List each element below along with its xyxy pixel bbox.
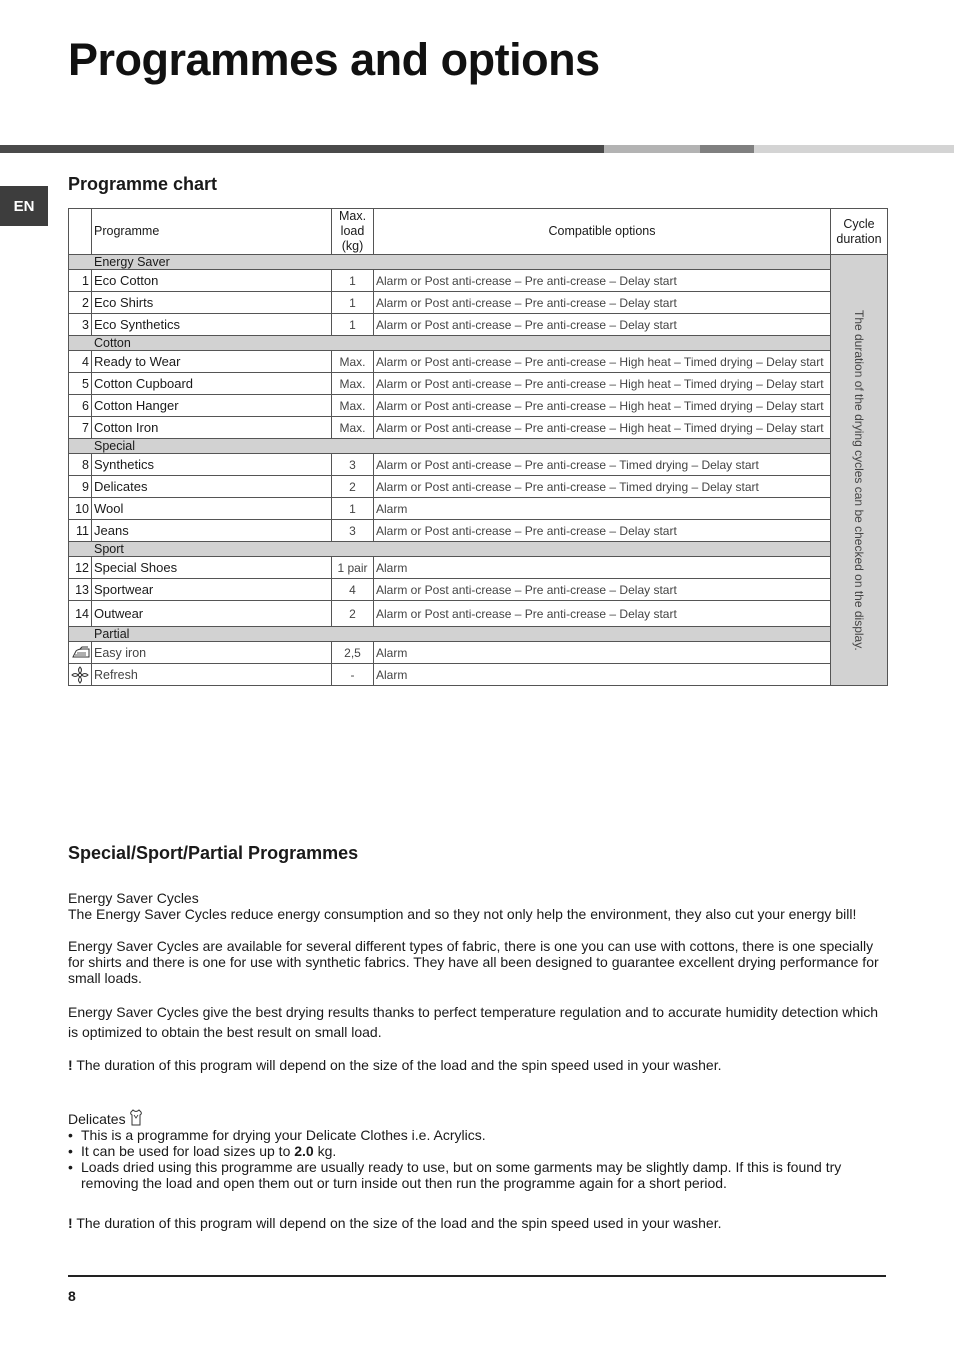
group-row <box>69 255 888 270</box>
table-row <box>69 601 888 627</box>
energy-saver-paragraph-2: Energy Saver Cycles are available for several different types of fabric, there is one you can use with cottons, there is one specially for shirts and there is one for use with synthetic fabrics. They have all been designed to guarantee excellent drying performance for small loads. <box>68 938 879 986</box>
group-row <box>69 627 888 642</box>
group-label: Cotton <box>69 336 831 351</box>
programme-load: 4 <box>332 579 374 601</box>
header-cycle-duration: Cycle duration <box>831 209 888 255</box>
footer-rule <box>68 1275 886 1277</box>
iron-icon <box>71 646 91 660</box>
programme-name: Sportwear <box>92 579 332 601</box>
group-row <box>69 439 888 454</box>
warning-text: The duration of this program will depend on the size of the load and the spin speed used in your washer. <box>76 1057 722 1073</box>
header-rule-dark <box>0 145 604 153</box>
programme-name: Special Shoes <box>92 557 332 579</box>
programme-number: 9 <box>69 476 92 498</box>
programme-number: 12 <box>69 557 92 579</box>
table-row <box>69 270 888 292</box>
programme-name: Outwear <box>92 601 332 627</box>
programme-load: 2 <box>332 601 374 627</box>
header-options: Compatible options <box>374 209 831 255</box>
table-row <box>69 664 888 686</box>
programme-load: - <box>332 664 374 686</box>
programme-load: 2,5 <box>332 642 374 664</box>
programme-number: 14 <box>69 601 92 627</box>
programme-options: Alarm or Post anti-crease – Pre anti-crease – Delay start <box>374 292 831 314</box>
delicates-warning <box>68 1215 886 1231</box>
programme-name: Wool <box>92 498 332 520</box>
programme-load: 1 <box>332 314 374 336</box>
programme-name: Delicates <box>92 476 332 498</box>
page-number: 8 <box>68 1288 76 1304</box>
header-rule-light <box>604 145 700 153</box>
programme-name: Eco Synthetics <box>92 314 332 336</box>
programme-load: 3 <box>332 454 374 476</box>
programme-options: Alarm or Post anti-crease – Pre anti-crease – Delay start <box>374 520 831 542</box>
group-label: Sport <box>69 542 831 557</box>
delicates-section <box>68 1108 886 1191</box>
programme-options: Alarm <box>374 557 831 579</box>
table-row <box>69 351 888 373</box>
table-row <box>69 395 888 417</box>
table-row <box>69 520 888 542</box>
cycle-duration-cell <box>831 255 888 686</box>
group-row <box>69 336 888 351</box>
bullet-2-prefix: It can be used for load sizes up to <box>81 1143 291 1159</box>
delicates-bullet-1: • This is a programme for drying your Delicate Clothes i.e. Acrylics. <box>68 1127 886 1143</box>
programme-number: 4 <box>69 351 92 373</box>
energy-saver-subheading: Energy Saver Cycles <box>68 890 199 906</box>
programme-load: Max. <box>332 351 374 373</box>
programme-load: 1 <box>332 498 374 520</box>
delicates-bullets <box>68 1127 886 1191</box>
programme-name: Cotton Hanger <box>92 395 332 417</box>
programme-options: Alarm or Post anti-crease – Pre anti-crease – High heat – Timed drying – Delay start <box>374 395 831 417</box>
programme-number: 3 <box>69 314 92 336</box>
programme-options: Alarm <box>374 498 831 520</box>
programme-icon-cell <box>69 642 92 664</box>
header-rule-mid <box>700 145 754 153</box>
table-row <box>69 498 888 520</box>
fan-icon <box>71 666 89 684</box>
programme-options: Alarm or Post anti-crease – Pre anti-crease – Delay start <box>374 601 831 627</box>
programme-icon-cell <box>69 664 92 686</box>
programme-options: Alarm <box>374 664 831 686</box>
programme-number: 6 <box>69 395 92 417</box>
programme-load: 1 pair <box>332 557 374 579</box>
programme-name: Cotton Cupboard <box>92 373 332 395</box>
table-row <box>69 314 888 336</box>
programme-name: Jeans <box>92 520 332 542</box>
page-title: Programmes and options <box>68 34 600 85</box>
programme-number: 2 <box>69 292 92 314</box>
programme-options: Alarm or Post anti-crease – Pre anti-crease – Delay start <box>374 270 831 292</box>
special-programmes-heading: Special/Sport/Partial Programmes <box>68 843 359 863</box>
language-tab: EN <box>0 186 48 226</box>
programme-load: Max. <box>332 373 374 395</box>
programme-number: 13 <box>69 579 92 601</box>
table-row <box>69 579 888 601</box>
bullet-2-suffix: kg. <box>317 1143 337 1159</box>
programme-number: 11 <box>69 520 92 542</box>
programme-name: Cotton Iron <box>92 417 332 439</box>
group-label: Energy Saver <box>69 255 831 270</box>
programme-load: 1 <box>332 292 374 314</box>
programme-name: Refresh <box>92 664 332 686</box>
programme-number: 5 <box>69 373 92 395</box>
programme-options: Alarm or Post anti-crease – Pre anti-crease – Timed drying – Delay start <box>374 454 831 476</box>
programme-options: Alarm or Post anti-crease – Pre anti-crease – High heat – Timed drying – Delay start <box>374 417 831 439</box>
delicates-icon <box>129 1108 143 1126</box>
programme-name: Synthetics <box>92 454 332 476</box>
energy-saver-warning <box>68 1057 886 1073</box>
warning-mark: ! <box>68 1215 73 1231</box>
table-row <box>69 373 888 395</box>
programme-name: Eco Shirts <box>92 292 332 314</box>
energy-saver-paragraph-3: Energy Saver Cycles give the best drying results thanks to perfect temperature regulation and to accurate humidity detection which is optimized to obtain the best result on small load. <box>68 1004 879 1040</box>
table-row <box>69 476 888 498</box>
group-label: Partial <box>69 627 831 642</box>
duration-note: The duration of the drying cycles can be checked on the display. <box>852 310 866 651</box>
programme-options: Alarm or Post anti-crease – Pre anti-crease – Timed drying – Delay start <box>374 476 831 498</box>
programme-chart-heading: Programme chart <box>68 174 218 194</box>
table-row <box>69 642 888 664</box>
programme-load: 2 <box>332 476 374 498</box>
energy-saver-section <box>68 890 886 922</box>
table-row <box>69 557 888 579</box>
delicates-bullet-2 <box>68 1143 886 1159</box>
energy-saver-paragraph-2-block <box>68 938 886 986</box>
programme-load: 3 <box>332 520 374 542</box>
header-max-load: Max. load (kg) <box>332 209 374 255</box>
header-programme: Programme <box>92 209 332 255</box>
programme-number: 8 <box>69 454 92 476</box>
header-number <box>69 209 92 255</box>
programme-options: Alarm or Post anti-crease – Pre anti-crease – High heat – Timed drying – Delay start <box>374 373 831 395</box>
programme-options: Alarm <box>374 642 831 664</box>
table-row <box>69 417 888 439</box>
programme-load: Max. <box>332 395 374 417</box>
programme-load: 1 <box>332 270 374 292</box>
programme-options: Alarm or Post anti-crease – Pre anti-crease – High heat – Timed drying – Delay start <box>374 351 831 373</box>
delicates-bullet-3: • Loads dried using this programme are usually ready to use, but on some garments may be slightly damp. If this is found try removing the load and open them out or turn inside out then run the programme again for a short period. <box>68 1159 886 1191</box>
programme-number: 1 <box>69 270 92 292</box>
energy-saver-paragraph-3-block <box>68 1002 886 1042</box>
group-row <box>69 542 888 557</box>
energy-saver-paragraph-1: The Energy Saver Cycles reduce energy consumption and so they not only help the environment, they also cut your energy bill! <box>68 906 857 922</box>
programme-options: Alarm or Post anti-crease – Pre anti-crease – Delay start <box>374 579 831 601</box>
programme-chart-table <box>68 208 888 686</box>
table-row <box>69 454 888 476</box>
programme-name: Easy iron <box>92 642 332 664</box>
delicates-subheading: Delicates <box>68 1111 126 1127</box>
warning-mark: ! <box>68 1057 73 1073</box>
programme-number: 10 <box>69 498 92 520</box>
header-rule-pale <box>754 145 954 153</box>
group-label: Special <box>69 439 831 454</box>
programme-name: Eco Cotton <box>92 270 332 292</box>
programme-name: Ready to Wear <box>92 351 332 373</box>
programme-options: Alarm or Post anti-crease – Pre anti-crease – Delay start <box>374 314 831 336</box>
table-row <box>69 292 888 314</box>
warning-text: The duration of this program will depend on the size of the load and the spin speed used in your washer. <box>76 1215 722 1231</box>
programme-load: Max. <box>332 417 374 439</box>
programme-number: 7 <box>69 417 92 439</box>
load-size-value: 2.0 <box>294 1143 314 1159</box>
